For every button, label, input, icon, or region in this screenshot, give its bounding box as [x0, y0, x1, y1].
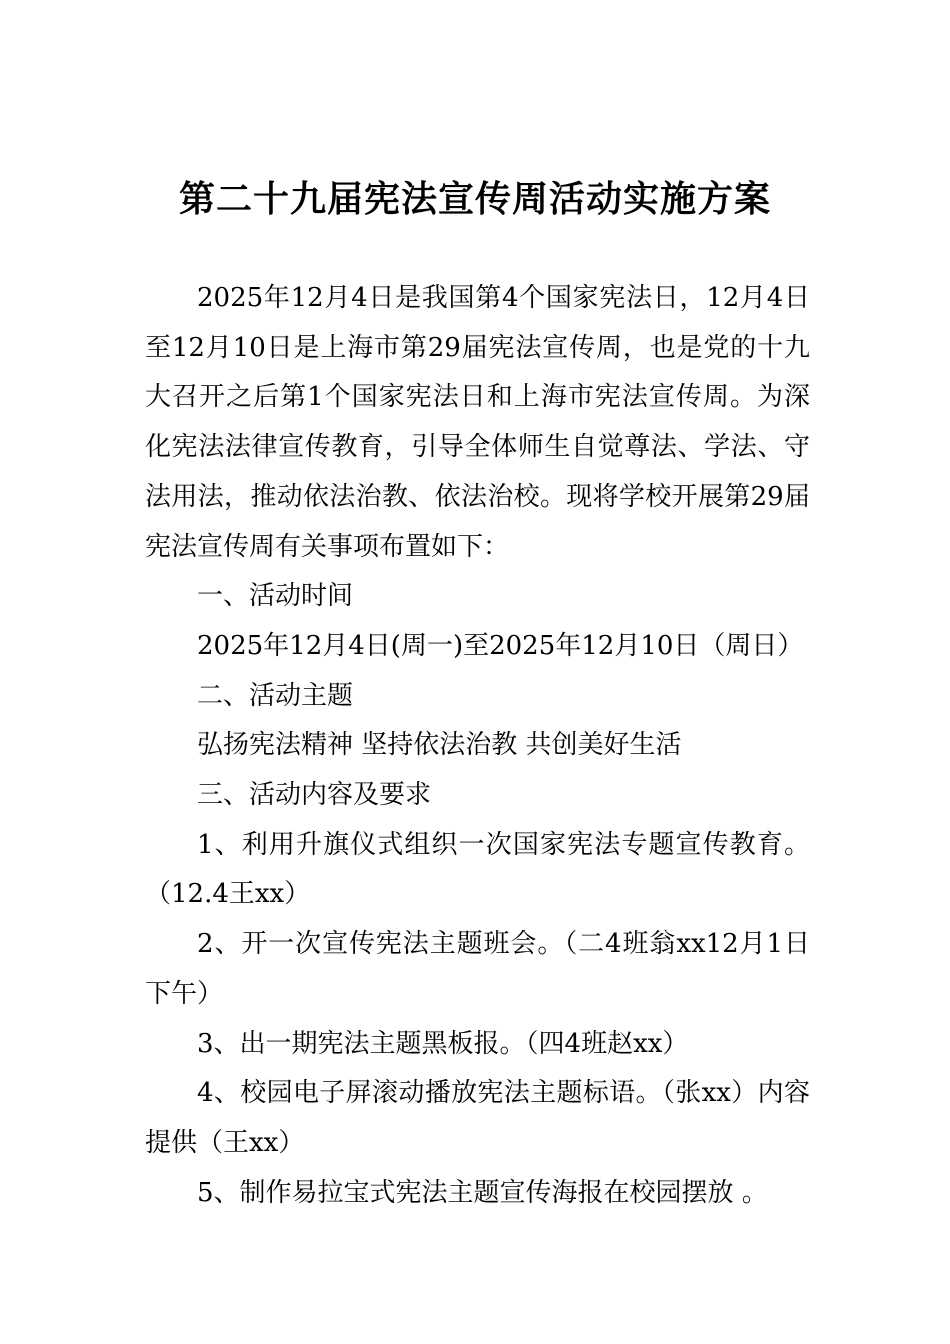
activity-item-2: 2、开一次宣传宪法主题班会。（二4班翁xx12月1日下午） — [145, 929, 810, 1009]
activity-item-4: 4、校园电子屏滚动播放宪法主题标语。（张xx）内容提供（王xx） — [145, 1078, 810, 1158]
intro-paragraph: 2025年12月4日是我国第4个国家宪法日，12月4日至12月10日是上海市第29届宪法宣传周，也是党的十九大召开之后第1个国家宪法日和上海市宪法宣传周。为深化宪法法律宣传教育，引导全体师生自觉尊法、学法、守法用法，推动依法治教、依法治校。现将学校开展第29届宪法宣传周有关事项布置如下： — [145, 283, 810, 562]
document-title: 第二十九届宪法宣传周活动实施方案 — [178, 179, 771, 220]
activity-time-text: 2025年12月4日(周一)至2025年12月10日（周日） — [197, 630, 804, 661]
activity-theme-text: 弘扬宪法精神 坚持依法治教 共创美好生活 — [197, 730, 682, 761]
section-heading-theme: 二、活动主题 — [197, 680, 354, 711]
activity-item-5: 5、制作易拉宝式宪法主题宣传海报在校园摆放 。 — [197, 1177, 768, 1208]
section-heading-time: 一、活动时间 — [197, 581, 354, 612]
activity-item-1: 1、利用升旗仪式组织一次国家宪法专题宣传教育。（12.4王xx） — [145, 829, 810, 910]
document-body — [145, 274, 810, 1218]
activity-item-3: 3、出一期宪法主题黑板报。（四4班赵xx） — [197, 1028, 689, 1059]
section-heading-content: 三、活动内容及要求 — [197, 780, 432, 811]
